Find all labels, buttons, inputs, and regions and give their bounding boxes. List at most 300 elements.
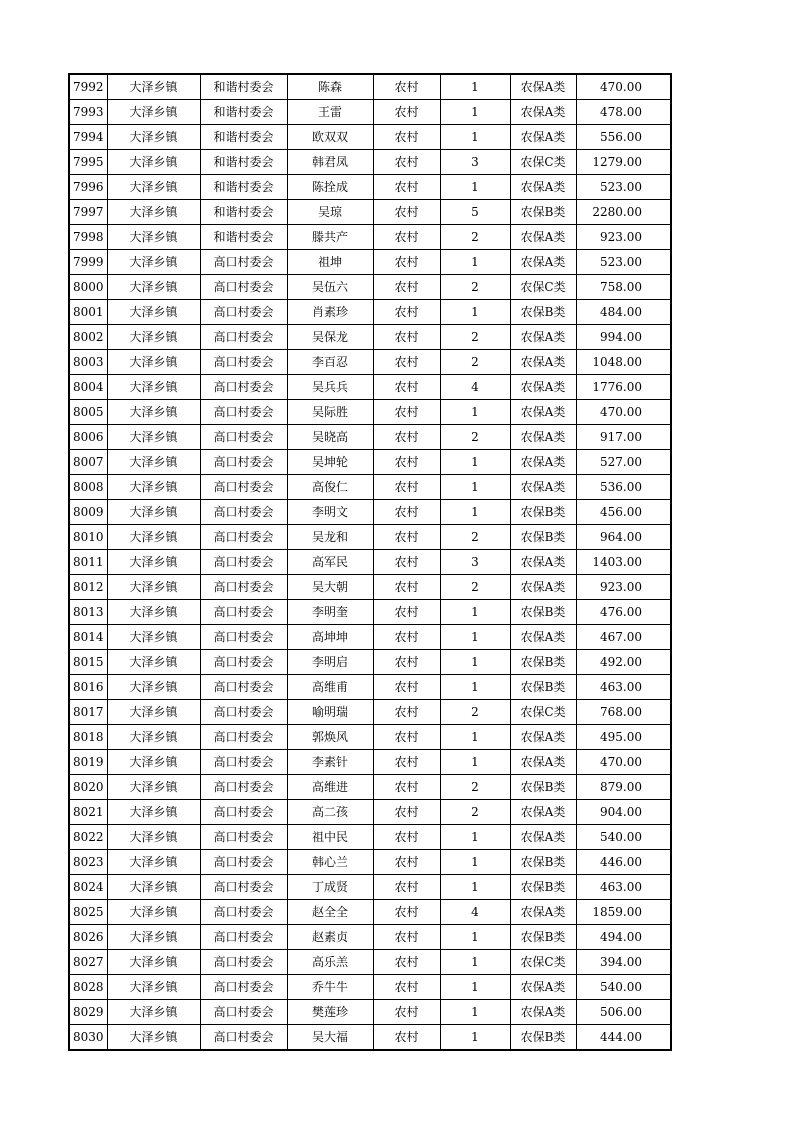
household-size-cell: 1 [440,400,510,425]
table-row [69,625,671,650]
village-committee-cell: 高口村委会 [200,875,287,900]
village-committee-cell: 高口村委会 [200,350,287,375]
amount-cell: 768.00 [576,700,671,725]
amount-cell: 495.00 [576,725,671,750]
village-committee-cell: 高口村委会 [200,700,287,725]
residence-type-cell: 农村 [373,400,440,425]
insurance-category-cell: 农保B类 [510,300,576,325]
residence-type-cell: 农村 [373,200,440,225]
village-committee-cell: 和谐村委会 [200,200,287,225]
household-size-cell: 1 [440,825,510,850]
township-cell: 大泽乡镇 [107,700,200,725]
village-committee-cell: 高口村委会 [200,675,287,700]
amount-cell: 1403.00 [576,550,671,575]
amount-cell: 484.00 [576,300,671,325]
table-row [69,900,671,925]
record-id-cell: 8016 [69,675,107,700]
township-cell: 大泽乡镇 [107,550,200,575]
village-committee-cell: 高口村委会 [200,550,287,575]
name-cell: 赵全全 [287,900,373,925]
residence-type-cell: 农村 [373,700,440,725]
household-size-cell: 1 [440,625,510,650]
table-row [69,675,671,700]
table-row [69,1025,671,1051]
village-committee-cell: 和谐村委会 [200,150,287,175]
amount-cell: 456.00 [576,500,671,525]
township-cell: 大泽乡镇 [107,175,200,200]
village-committee-cell: 高口村委会 [200,775,287,800]
township-cell: 大泽乡镇 [107,850,200,875]
amount-cell: 540.00 [576,825,671,850]
insurance-category-cell: 农保A类 [510,975,576,1000]
residence-type-cell: 农村 [373,325,440,350]
residence-type-cell: 农村 [373,725,440,750]
record-id-cell: 8012 [69,575,107,600]
household-size-cell: 1 [440,1000,510,1025]
name-cell: 喻明瑞 [287,700,373,725]
amount-cell: 492.00 [576,650,671,675]
residence-type-cell: 农村 [373,900,440,925]
township-cell: 大泽乡镇 [107,925,200,950]
household-size-cell: 1 [440,74,510,100]
table-row [69,250,671,275]
township-cell: 大泽乡镇 [107,350,200,375]
insurance-category-cell: 农保A类 [510,400,576,425]
name-cell: 吴大福 [287,1025,373,1051]
village-committee-cell: 高口村委会 [200,250,287,275]
record-id-cell: 8009 [69,500,107,525]
village-committee-cell: 和谐村委会 [200,74,287,100]
record-id-cell: 8006 [69,425,107,450]
household-size-cell: 2 [440,525,510,550]
amount-cell: 1279.00 [576,150,671,175]
residence-type-cell: 农村 [373,975,440,1000]
amount-cell: 540.00 [576,975,671,1000]
township-cell: 大泽乡镇 [107,425,200,450]
name-cell: 高维甫 [287,675,373,700]
name-cell: 高二孩 [287,800,373,825]
record-id-cell: 8000 [69,275,107,300]
household-size-cell: 2 [440,325,510,350]
village-committee-cell: 高口村委会 [200,525,287,550]
residence-type-cell: 农村 [373,375,440,400]
name-cell: 李明文 [287,500,373,525]
residence-type-cell: 农村 [373,650,440,675]
residence-type-cell: 农村 [373,225,440,250]
township-cell: 大泽乡镇 [107,600,200,625]
village-committee-cell: 高口村委会 [200,950,287,975]
township-cell: 大泽乡镇 [107,675,200,700]
residence-type-cell: 农村 [373,675,440,700]
amount-cell: 923.00 [576,575,671,600]
household-size-cell: 1 [440,100,510,125]
residence-type-cell: 农村 [373,425,440,450]
insurance-category-cell: 农保A类 [510,100,576,125]
amount-cell: 470.00 [576,750,671,775]
name-cell: 李素针 [287,750,373,775]
amount-cell: 470.00 [576,74,671,100]
residence-type-cell: 农村 [373,175,440,200]
amount-cell: 2280.00 [576,200,671,225]
village-committee-cell: 高口村委会 [200,800,287,825]
insurance-category-cell: 农保A类 [510,800,576,825]
village-committee-cell: 高口村委会 [200,900,287,925]
table-row [69,150,671,175]
household-size-cell: 5 [440,200,510,225]
township-cell: 大泽乡镇 [107,875,200,900]
name-cell: 祖坤 [287,250,373,275]
name-cell: 丁成贤 [287,875,373,900]
name-cell: 高坤坤 [287,625,373,650]
insurance-category-cell: 农保A类 [510,825,576,850]
township-cell: 大泽乡镇 [107,525,200,550]
residence-type-cell: 农村 [373,74,440,100]
township-cell: 大泽乡镇 [107,575,200,600]
residence-type-cell: 农村 [373,475,440,500]
record-id-cell: 8005 [69,400,107,425]
name-cell: 高军民 [287,550,373,575]
insurance-category-cell: 农保A类 [510,350,576,375]
township-cell: 大泽乡镇 [107,500,200,525]
residence-type-cell: 农村 [373,275,440,300]
record-id-cell: 8020 [69,775,107,800]
amount-cell: 470.00 [576,400,671,425]
table-row [69,550,671,575]
record-id-cell: 7997 [69,200,107,225]
household-size-cell: 1 [440,500,510,525]
amount-cell: 463.00 [576,875,671,900]
township-cell: 大泽乡镇 [107,975,200,1000]
residence-type-cell: 农村 [373,875,440,900]
table-row [69,750,671,775]
residence-type-cell: 农村 [373,450,440,475]
township-cell: 大泽乡镇 [107,775,200,800]
roster-table [68,73,672,1051]
record-id-cell: 8023 [69,850,107,875]
insurance-category-cell: 农保A类 [510,225,576,250]
residence-type-cell: 农村 [373,600,440,625]
household-size-cell: 2 [440,700,510,725]
residence-type-cell: 农村 [373,1025,440,1051]
record-id-cell: 8007 [69,450,107,475]
insurance-category-cell: 农保B类 [510,1025,576,1051]
village-committee-cell: 高口村委会 [200,400,287,425]
household-size-cell: 1 [440,725,510,750]
village-committee-cell: 和谐村委会 [200,125,287,150]
household-size-cell: 1 [440,475,510,500]
insurance-category-cell: 农保A类 [510,900,576,925]
record-id-cell: 7992 [69,74,107,100]
household-size-cell: 1 [440,750,510,775]
township-cell: 大泽乡镇 [107,950,200,975]
amount-cell: 523.00 [576,175,671,200]
record-id-cell: 8030 [69,1025,107,1051]
name-cell: 滕共产 [287,225,373,250]
residence-type-cell: 农村 [373,350,440,375]
record-id-cell: 7993 [69,100,107,125]
village-committee-cell: 高口村委会 [200,325,287,350]
township-cell: 大泽乡镇 [107,74,200,100]
record-id-cell: 8029 [69,1000,107,1025]
township-cell: 大泽乡镇 [107,800,200,825]
household-size-cell: 1 [440,125,510,150]
name-cell: 吴保龙 [287,325,373,350]
insurance-category-cell: 农保B类 [510,500,576,525]
table-row [69,800,671,825]
village-committee-cell: 和谐村委会 [200,175,287,200]
household-size-cell: 2 [440,350,510,375]
residence-type-cell: 农村 [373,625,440,650]
table-row [69,275,671,300]
amount-cell: 478.00 [576,100,671,125]
township-cell: 大泽乡镇 [107,1000,200,1025]
residence-type-cell: 农村 [373,125,440,150]
insurance-category-cell: 农保A类 [510,450,576,475]
township-cell: 大泽乡镇 [107,650,200,675]
household-size-cell: 1 [440,850,510,875]
village-committee-cell: 高口村委会 [200,1000,287,1025]
amount-cell: 964.00 [576,525,671,550]
name-cell: 吴际胜 [287,400,373,425]
village-committee-cell: 高口村委会 [200,375,287,400]
township-cell: 大泽乡镇 [107,725,200,750]
table-row [69,225,671,250]
village-committee-cell: 高口村委会 [200,1025,287,1051]
township-cell: 大泽乡镇 [107,225,200,250]
name-cell: 吴兵兵 [287,375,373,400]
township-cell: 大泽乡镇 [107,400,200,425]
table-row [69,425,671,450]
table-row [69,600,671,625]
insurance-category-cell: 农保A类 [510,1000,576,1025]
township-cell: 大泽乡镇 [107,475,200,500]
insurance-category-cell: 农保C类 [510,150,576,175]
village-committee-cell: 高口村委会 [200,425,287,450]
record-id-cell: 8001 [69,300,107,325]
record-id-cell: 8010 [69,525,107,550]
record-id-cell: 8018 [69,725,107,750]
village-committee-cell: 高口村委会 [200,625,287,650]
name-cell: 吴大朝 [287,575,373,600]
record-id-cell: 8014 [69,625,107,650]
residence-type-cell: 农村 [373,100,440,125]
household-size-cell: 1 [440,950,510,975]
amount-cell: 463.00 [576,675,671,700]
insurance-category-cell: 农保B类 [510,675,576,700]
table-row [69,975,671,1000]
table-row [69,200,671,225]
record-id-cell: 8019 [69,750,107,775]
township-cell: 大泽乡镇 [107,1025,200,1051]
village-committee-cell: 高口村委会 [200,725,287,750]
township-cell: 大泽乡镇 [107,375,200,400]
household-size-cell: 1 [440,875,510,900]
amount-cell: 446.00 [576,850,671,875]
record-id-cell: 7995 [69,150,107,175]
amount-cell: 556.00 [576,125,671,150]
name-cell: 王雷 [287,100,373,125]
household-size-cell: 4 [440,375,510,400]
amount-cell: 1859.00 [576,900,671,925]
amount-cell: 536.00 [576,475,671,500]
township-cell: 大泽乡镇 [107,125,200,150]
insurance-category-cell: 农保A类 [510,175,576,200]
village-committee-cell: 高口村委会 [200,450,287,475]
name-cell: 欧双双 [287,125,373,150]
household-size-cell: 2 [440,575,510,600]
residence-type-cell: 农村 [373,950,440,975]
insurance-category-cell: 农保B类 [510,600,576,625]
amount-cell: 758.00 [576,275,671,300]
name-cell: 肖素珍 [287,300,373,325]
household-size-cell: 2 [440,275,510,300]
table-row [69,375,671,400]
insurance-category-cell: 农保C类 [510,950,576,975]
household-size-cell: 3 [440,150,510,175]
table-row [69,475,671,500]
name-cell: 韩君凤 [287,150,373,175]
table-row [69,1000,671,1025]
township-cell: 大泽乡镇 [107,300,200,325]
insurance-category-cell: 农保A类 [510,550,576,575]
insurance-category-cell: 农保B类 [510,525,576,550]
name-cell: 祖中民 [287,825,373,850]
village-committee-cell: 高口村委会 [200,600,287,625]
township-cell: 大泽乡镇 [107,100,200,125]
village-committee-cell: 和谐村委会 [200,225,287,250]
village-committee-cell: 高口村委会 [200,850,287,875]
village-committee-cell: 高口村委会 [200,500,287,525]
record-id-cell: 8008 [69,475,107,500]
table-row [69,650,671,675]
name-cell: 吴晓高 [287,425,373,450]
residence-type-cell: 农村 [373,550,440,575]
record-id-cell: 8017 [69,700,107,725]
residence-type-cell: 农村 [373,750,440,775]
insurance-category-cell: 农保B类 [510,650,576,675]
village-committee-cell: 高口村委会 [200,825,287,850]
township-cell: 大泽乡镇 [107,625,200,650]
amount-cell: 467.00 [576,625,671,650]
amount-cell: 879.00 [576,775,671,800]
name-cell: 赵素贞 [287,925,373,950]
record-id-cell: 8022 [69,825,107,850]
record-id-cell: 8003 [69,350,107,375]
township-cell: 大泽乡镇 [107,825,200,850]
village-committee-cell: 高口村委会 [200,475,287,500]
village-committee-cell: 高口村委会 [200,300,287,325]
table-row [69,525,671,550]
name-cell: 樊莲珍 [287,1000,373,1025]
residence-type-cell: 农村 [373,850,440,875]
township-cell: 大泽乡镇 [107,250,200,275]
table-row [69,74,671,100]
name-cell: 高维进 [287,775,373,800]
amount-cell: 904.00 [576,800,671,825]
record-id-cell: 8011 [69,550,107,575]
name-cell: 吴龙和 [287,525,373,550]
residence-type-cell: 农村 [373,525,440,550]
name-cell: 郭焕风 [287,725,373,750]
insurance-category-cell: 农保A类 [510,74,576,100]
table-row [69,450,671,475]
amount-cell: 1048.00 [576,350,671,375]
table-row [69,500,671,525]
name-cell: 陈拴成 [287,175,373,200]
household-size-cell: 1 [440,175,510,200]
table-row [69,725,671,750]
household-size-cell: 2 [440,425,510,450]
name-cell: 陈森 [287,74,373,100]
record-id-cell: 7999 [69,250,107,275]
amount-cell: 506.00 [576,1000,671,1025]
insurance-category-cell: 农保A类 [510,425,576,450]
table-row [69,700,671,725]
insurance-category-cell: 农保B类 [510,200,576,225]
name-cell: 高乐羔 [287,950,373,975]
insurance-category-cell: 农保A类 [510,250,576,275]
insurance-category-cell: 农保C类 [510,275,576,300]
residence-type-cell: 农村 [373,775,440,800]
household-size-cell: 1 [440,300,510,325]
insurance-category-cell: 农保A类 [510,325,576,350]
record-id-cell: 7998 [69,225,107,250]
insurance-category-cell: 农保C类 [510,700,576,725]
household-size-cell: 2 [440,800,510,825]
amount-cell: 994.00 [576,325,671,350]
record-id-cell: 8015 [69,650,107,675]
township-cell: 大泽乡镇 [107,150,200,175]
table-row [69,400,671,425]
insurance-category-cell: 农保A类 [510,375,576,400]
table-row [69,850,671,875]
household-size-cell: 1 [440,925,510,950]
insurance-category-cell: 农保B类 [510,875,576,900]
residence-type-cell: 农村 [373,250,440,275]
table-row [69,350,671,375]
record-id-cell: 8013 [69,600,107,625]
township-cell: 大泽乡镇 [107,450,200,475]
record-id-cell: 8028 [69,975,107,1000]
record-id-cell: 8002 [69,325,107,350]
household-size-cell: 1 [440,600,510,625]
table-row [69,875,671,900]
insurance-category-cell: 农保A类 [510,125,576,150]
village-committee-cell: 高口村委会 [200,975,287,1000]
village-committee-cell: 高口村委会 [200,575,287,600]
insurance-category-cell: 农保B类 [510,850,576,875]
household-size-cell: 1 [440,675,510,700]
residence-type-cell: 农村 [373,800,440,825]
village-committee-cell: 高口村委会 [200,275,287,300]
amount-cell: 444.00 [576,1025,671,1051]
village-committee-cell: 和谐村委会 [200,100,287,125]
village-committee-cell: 高口村委会 [200,925,287,950]
record-id-cell: 8026 [69,925,107,950]
village-committee-cell: 高口村委会 [200,750,287,775]
household-size-cell: 2 [440,775,510,800]
record-id-cell: 8024 [69,875,107,900]
name-cell: 李明奎 [287,600,373,625]
amount-cell: 1776.00 [576,375,671,400]
record-id-cell: 8025 [69,900,107,925]
township-cell: 大泽乡镇 [107,325,200,350]
name-cell: 韩心兰 [287,850,373,875]
residence-type-cell: 农村 [373,500,440,525]
household-size-cell: 2 [440,225,510,250]
household-size-cell: 4 [440,900,510,925]
table-row [69,775,671,800]
